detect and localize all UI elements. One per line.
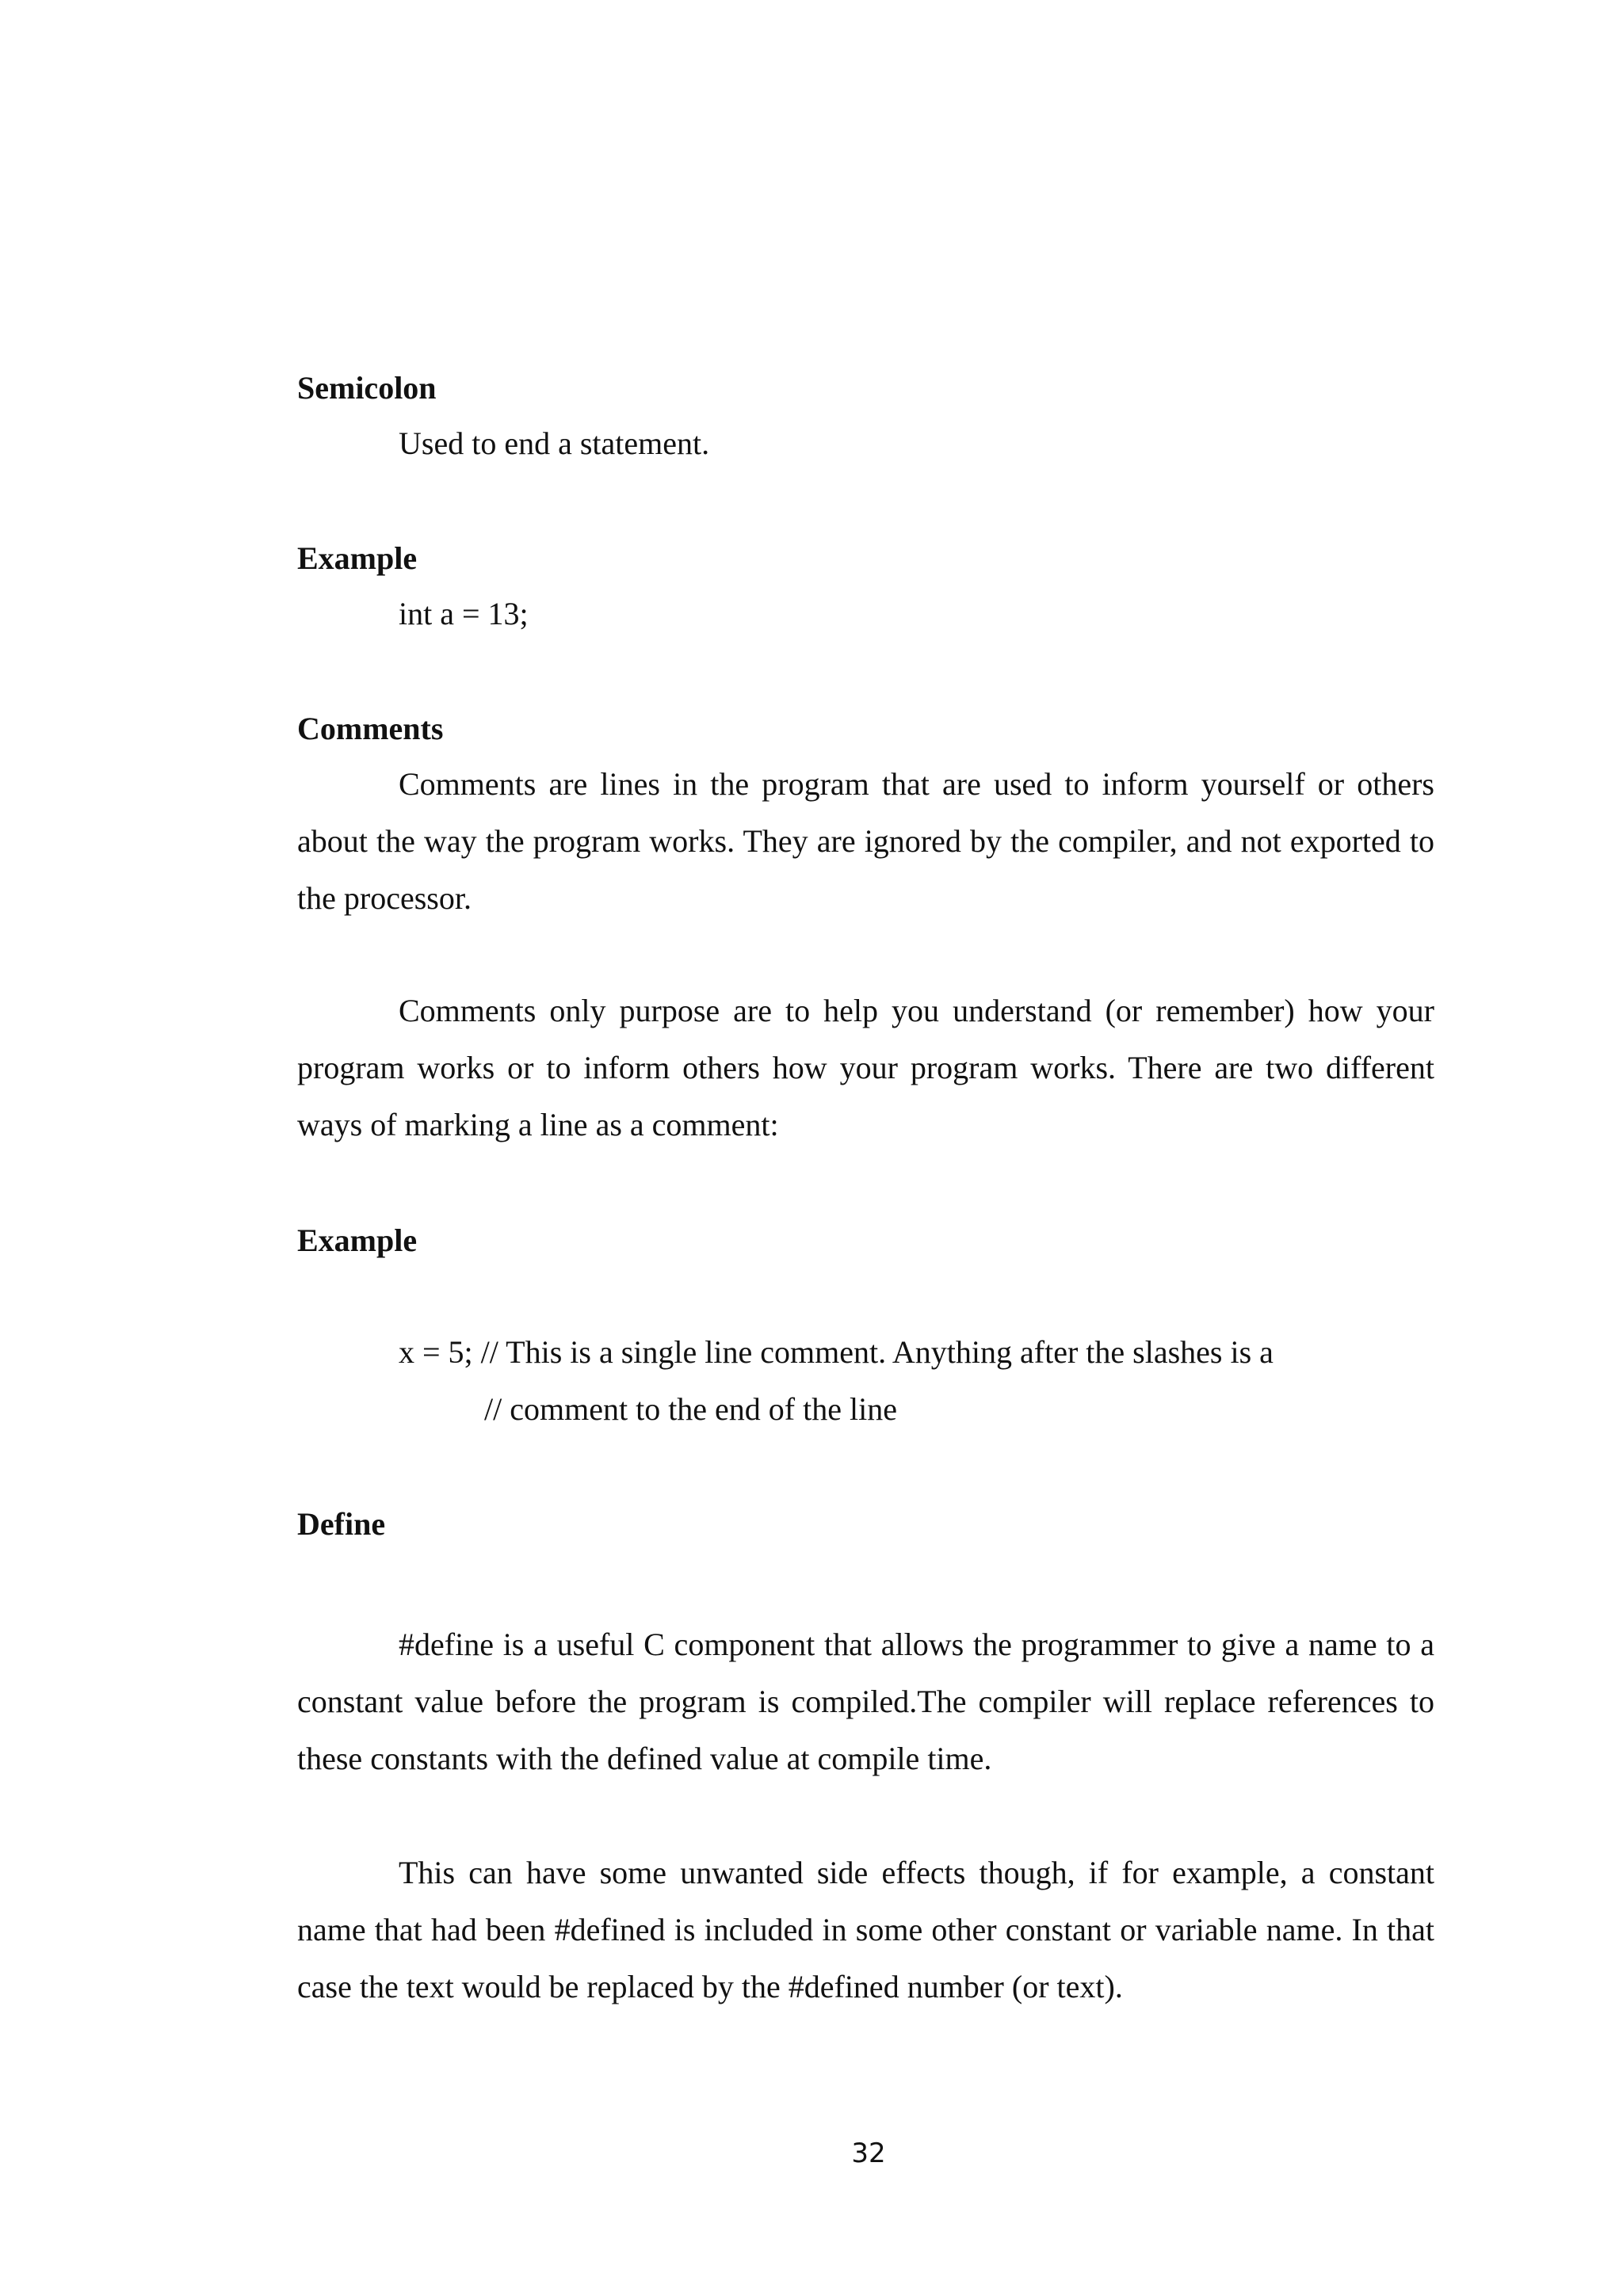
comments-paragraph-1: Comments are lines in the program that are used to inform yourself or others about the way the program works. They are ignored by the compiler, and not exported to the processor. xyxy=(297,766,1434,916)
define-paragraph-1: #define is a useful C component that allows the programmer to give a name to a constant value before the program is compiled.The compiler will replace references to these constants with the defined value at compile time. xyxy=(297,1627,1434,1776)
example-heading-1: Example xyxy=(297,540,418,576)
semicolon-heading: Semicolon xyxy=(297,370,437,406)
example-code-1: int a = 13; xyxy=(399,596,529,631)
comments-paragraph-2: Comments only purpose are to help you understand (or remember) how your program works or to inform others how your program works. There are two different ways of marking a line as a comment: xyxy=(297,993,1434,1142)
example-code-line-2: // comment to the end of the line xyxy=(484,1391,897,1427)
example-code-line-1: x = 5; // This is a single line comment. Anything after the slashes is a xyxy=(399,1334,1274,1370)
semicolon-description: Used to end a statement. xyxy=(399,425,710,461)
define-heading: Define xyxy=(297,1506,386,1542)
page-number: 32 xyxy=(851,2138,886,2169)
example-heading-2: Example xyxy=(297,1222,418,1258)
define-paragraph-2: This can have some unwanted side effects though, if for example, a constant name that had been #defined is included in some other constant or variable name. In that case the text would be replaced by the #defined number (or text). xyxy=(297,1855,1434,2004)
comments-heading: Comments xyxy=(297,711,444,746)
